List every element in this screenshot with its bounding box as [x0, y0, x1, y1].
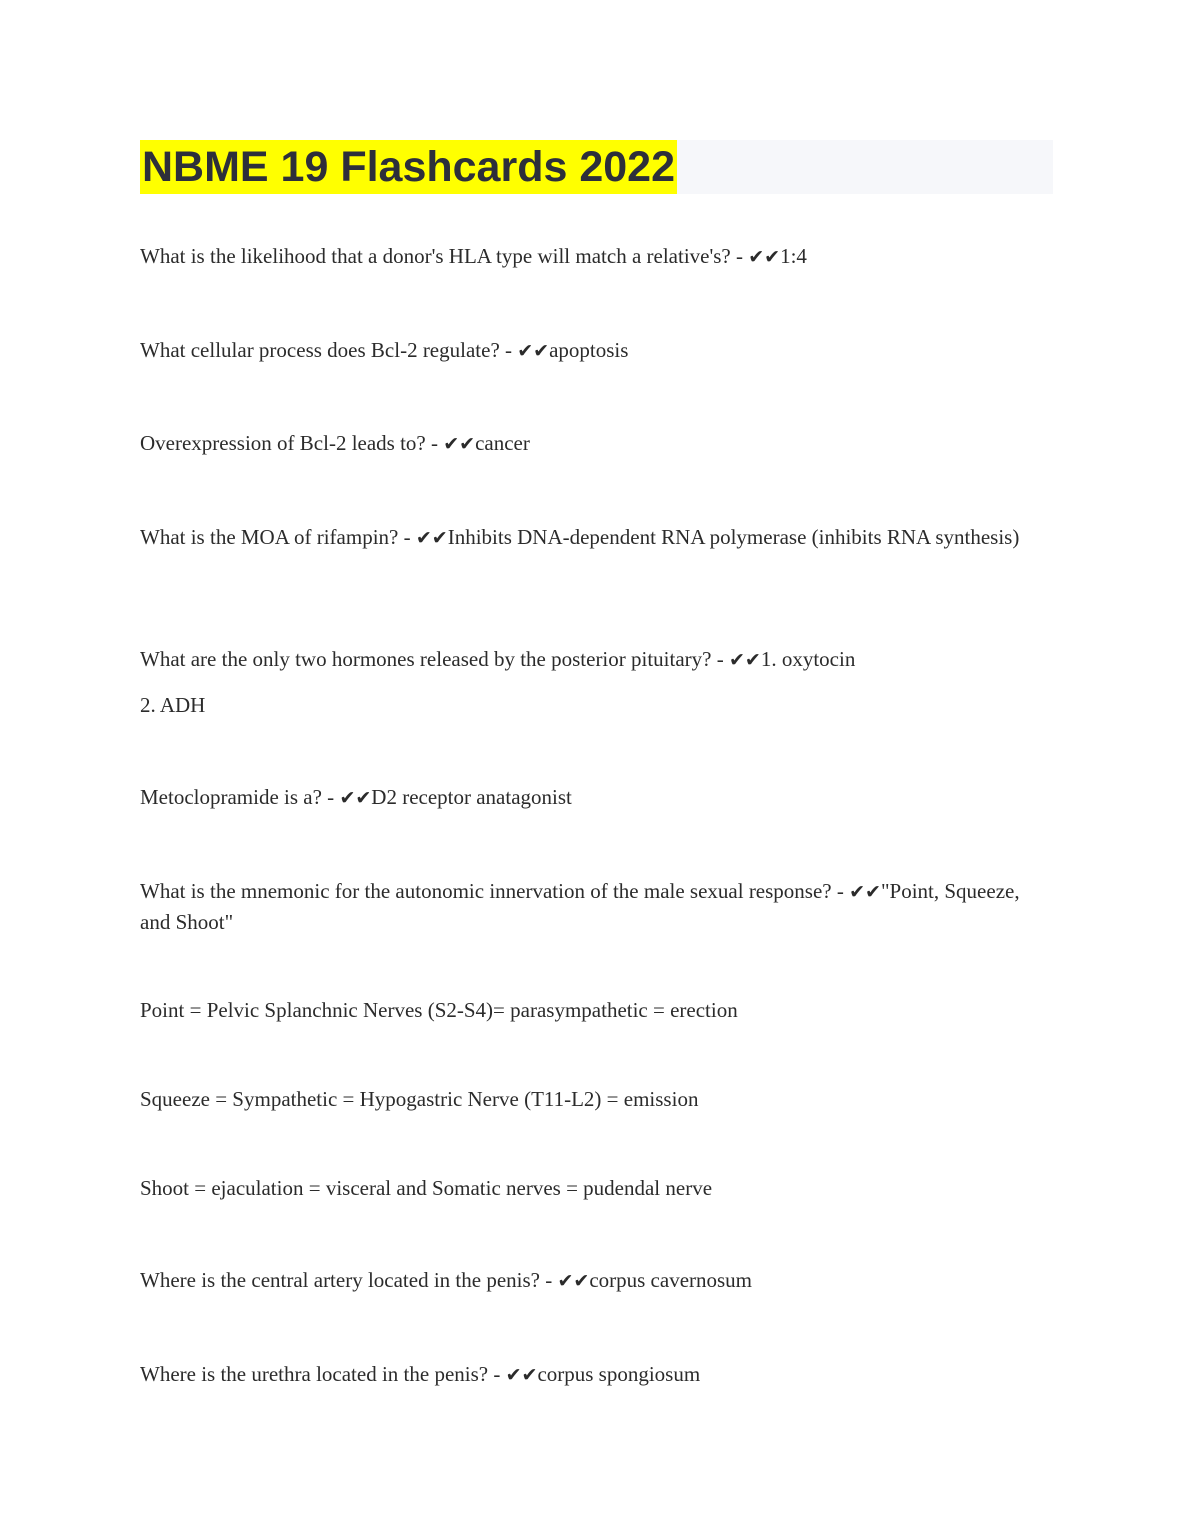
page-title: NBME 19 Flashcards 2022	[140, 140, 677, 194]
card-answer: corpus cavernosum	[589, 1268, 753, 1292]
card-answer: Inhibits DNA-dependent RNA polymerase (inhibits RNA synthesis)	[447, 525, 1020, 549]
card-answer: apoptosis	[549, 338, 629, 362]
card-question: What is the MOA of rifampin? -	[140, 525, 416, 549]
check-mark-icon: ✔✔	[557, 1270, 590, 1292]
check-mark-icon: ✔✔	[339, 787, 372, 809]
card-answer: D2 receptor anatagonist	[371, 785, 572, 809]
title-bar	[140, 140, 1053, 194]
flashcard-posterior-pituitary	[140, 644, 1050, 675]
check-mark-icon: ✔✔	[748, 246, 781, 268]
flashcard-bcl2-process	[140, 335, 1050, 366]
flashcard-rifampin	[140, 522, 1050, 553]
note-shoot: Shoot = ejaculation = visceral and Somatic nerves = pudendal nerve	[140, 1176, 713, 1200]
flashcard-answer-line2: 2. ADH	[140, 693, 206, 717]
card-question: Where is the central artery located in the penis? -	[140, 1268, 558, 1292]
note-point: Point = Pelvic Splanchnic Nerves (S2-S4)= parasympathetic = erection	[140, 998, 738, 1022]
card-answer: "Point, Squeeze, and Shoot"	[140, 879, 1020, 934]
card-question: Metoclopramide is a? -	[140, 785, 340, 809]
card-question: What are the only two hormones released by the posterior pituitary? -	[140, 647, 729, 671]
card-question: What cellular process does Bcl-2 regulate? -	[140, 338, 518, 362]
check-mark-icon: ✔✔	[443, 433, 476, 455]
card-question: Overexpression of Bcl-2 leads to? -	[140, 431, 444, 455]
flashcard-hla	[140, 241, 1050, 272]
card-answer: corpus spongiosum	[537, 1362, 701, 1386]
card-answer: 1. oxytocin	[760, 647, 856, 671]
card-question: What is the mnemonic for the autonomic innervation of the male sexual response? -	[140, 879, 850, 903]
check-mark-icon: ✔✔	[415, 527, 448, 549]
check-mark-icon: ✔✔	[505, 1364, 538, 1386]
check-mark-icon: ✔✔	[728, 649, 761, 671]
note-squeeze: Squeeze = Sympathetic = Hypogastric Nerve (T11-L2) = emission	[140, 1087, 699, 1111]
flashcard-urethra	[140, 1359, 1050, 1390]
check-mark-icon: ✔✔	[517, 340, 550, 362]
flashcard-central-artery	[140, 1265, 1050, 1296]
flashcard-bcl2-overexpression	[140, 428, 1050, 459]
card-answer: 1:4	[780, 244, 807, 268]
check-mark-icon: ✔✔	[849, 881, 881, 903]
flashcard-metoclopramide	[140, 782, 1050, 813]
card-question: What is the likelihood that a donor's HLA type will match a relative's? -	[140, 244, 749, 268]
flashcard-mnemonic	[140, 876, 1050, 937]
card-question: Where is the urethra located in the penis? -	[140, 1362, 506, 1386]
card-answer: cancer	[475, 431, 530, 455]
